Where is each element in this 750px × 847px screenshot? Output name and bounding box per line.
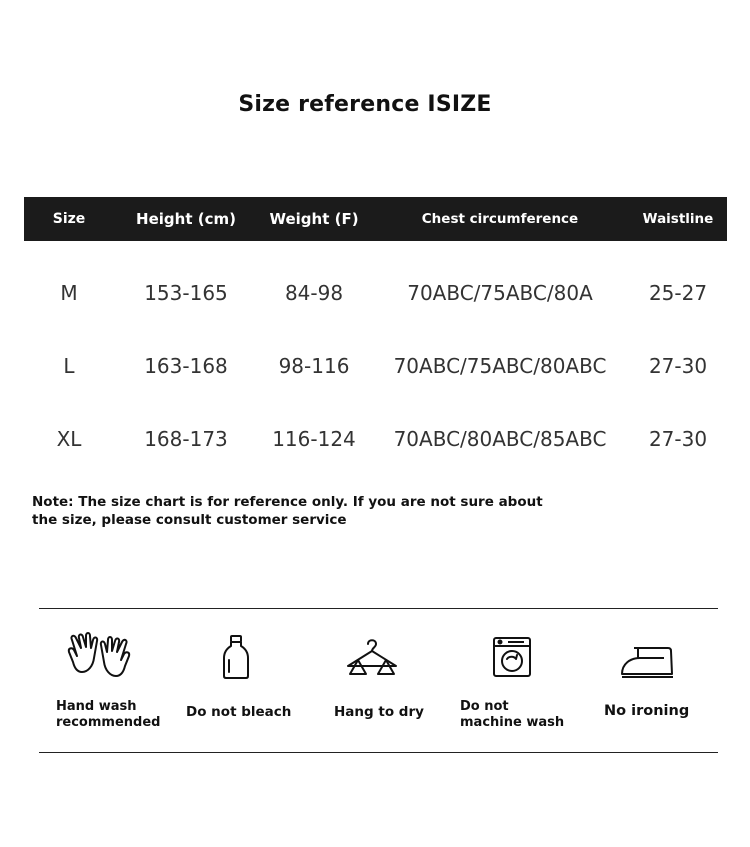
cell-size: XL bbox=[56, 427, 82, 451]
care-label-hand-wash: Hand wash recommended bbox=[56, 699, 161, 730]
care-item-hang-dry bbox=[334, 628, 444, 738]
care-label-bleach: Do not bleach bbox=[186, 704, 292, 720]
cell-height: 153-165 bbox=[144, 281, 228, 305]
cell-waistline: 27-30 bbox=[648, 427, 708, 451]
cell-chest: 70ABC/80ABC/85ABC bbox=[393, 427, 607, 451]
care-label-machine-wash: Do not machine wash bbox=[460, 699, 565, 730]
cell-weight: 84-98 bbox=[284, 281, 344, 305]
header-waistline: Waistline bbox=[642, 211, 714, 227]
iron-icon bbox=[620, 644, 676, 684]
table-row bbox=[24, 346, 727, 386]
cell-size: M bbox=[60, 281, 78, 305]
size-table-header bbox=[24, 197, 727, 241]
care-label-ironing: No ironing bbox=[604, 703, 690, 719]
page-title: Size reference ISIZE bbox=[238, 92, 492, 117]
care-item-machine-wash bbox=[460, 628, 580, 738]
table-row bbox=[24, 419, 727, 459]
cell-height: 163-168 bbox=[144, 354, 228, 378]
care-item-hand-wash bbox=[56, 628, 166, 738]
washing-machine-icon bbox=[492, 636, 532, 682]
header-chest: Chest circumference bbox=[421, 211, 579, 227]
header-weight: Weight (F) bbox=[269, 210, 359, 228]
cell-waistline: 27-30 bbox=[648, 354, 708, 378]
cell-chest: 70ABC/75ABC/80ABC bbox=[393, 354, 607, 378]
header-size: Size bbox=[52, 211, 86, 227]
care-item-bleach bbox=[186, 628, 296, 738]
bleach-bottle-icon bbox=[222, 634, 250, 684]
divider bbox=[39, 608, 718, 609]
table-row bbox=[24, 273, 727, 313]
header-height: Height (cm) bbox=[136, 210, 236, 228]
care-label-hang-dry: Hang to dry bbox=[334, 704, 424, 720]
cell-weight: 116-124 bbox=[272, 427, 356, 451]
cell-size: L bbox=[63, 354, 75, 378]
divider bbox=[39, 752, 718, 753]
size-note: Note: The size chart is for reference only. If you are not sure about the size, please consult customer service bbox=[32, 494, 543, 528]
cell-chest: 70ABC/75ABC/80A bbox=[407, 281, 593, 305]
cell-waistline: 25-27 bbox=[648, 281, 708, 305]
hand-wash-icon bbox=[66, 630, 132, 682]
cell-height: 168-173 bbox=[144, 427, 228, 451]
cell-weight: 98-116 bbox=[278, 354, 350, 378]
hanger-icon bbox=[344, 634, 400, 684]
care-item-ironing bbox=[604, 628, 714, 738]
